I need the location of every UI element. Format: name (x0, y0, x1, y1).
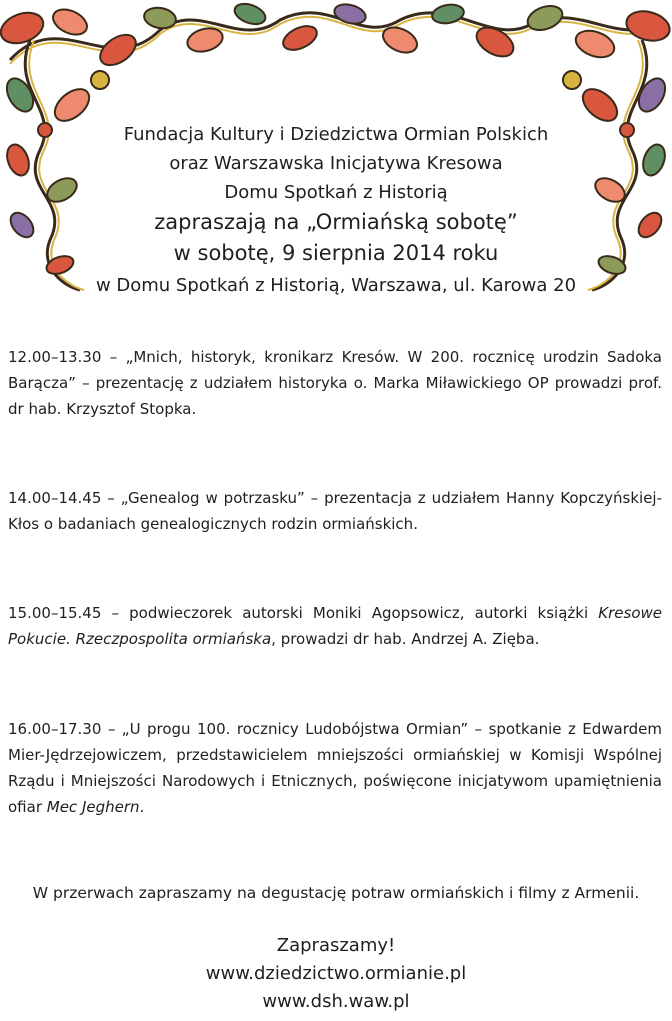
commemoration-name: Mec Jeghern (46, 798, 140, 816)
program-item-3-text-end: , prowadzi dr hab. Andrzej A. Zięba. (271, 630, 540, 648)
book-title: Kresowe Pokucie. Rzeczpospolita ormiańska (8, 604, 662, 648)
program-item-1: 12.00–13.30 – „Mnich, historyk, kronikarz Kresów. W 200. rocznicę urodzin Sadoka Barącza” – prezentację z udziałem historyka o. Marka Miławickiego OP prowadzi prof. dr hab. Krzysztof Stopka. (8, 348, 662, 418)
program-item-4-text-end: . (139, 798, 145, 816)
program-item-3-text: 15.00–15.45 – podwieczorek autorski Moniki Agopsowicz, autorki książki (8, 604, 599, 622)
website-link-1[interactable]: www.dziedzictwo.ormianie.pl (205, 963, 467, 984)
organizer-line-1: Fundacja Kultury i Dziedzictwa Ormian Polskich (123, 124, 549, 145)
invitation-footer (0, 932, 672, 1016)
program-item-2: 14.00–14.45 – „Genealog w potrzasku” – prezentacja z udziałem Hanny Kopczyńskiej-Kłos o badaniach genealogicznych rodzin ormiańskich. (8, 489, 662, 533)
organizer-line-2: oraz Warszawska Inicjatywa Kresowa (169, 153, 503, 174)
program-item-4-text: 16.00–17.30 – „U progu 100. rocznicy Ludobójstwa Ormian” – spotkanie z Edwardem Mier-Jędrzejowiczem, przedstawicielem mniejszości ormiańskiej w Komisji Wspólnej Rządu i Mniejszości Narodowych i Etnicznych, poświęcone inicjatywom upamiętnienia ofiar (8, 720, 662, 816)
invitation-header (40, 120, 632, 301)
invite-text: Zapraszamy! (276, 935, 396, 956)
program-item-3 (8, 600, 662, 652)
event-date: w sobotę, 9 sierpnia 2014 roku (173, 241, 499, 265)
event-venue: w Domu Spotkań z Historią, Warszawa, ul. Karowa 20 (95, 275, 577, 296)
break-note: W przerwach zapraszamy na degustację potraw ormiańskich i filmy z Armenii. (32, 884, 640, 902)
website-link-2[interactable]: www.dsh.waw.pl (262, 991, 410, 1012)
program-item-4 (8, 716, 662, 820)
organizer-line-3: Domu Spotkań z Historią (224, 182, 448, 203)
event-title: zapraszają na „Ormiańską sobotę” (154, 210, 518, 234)
